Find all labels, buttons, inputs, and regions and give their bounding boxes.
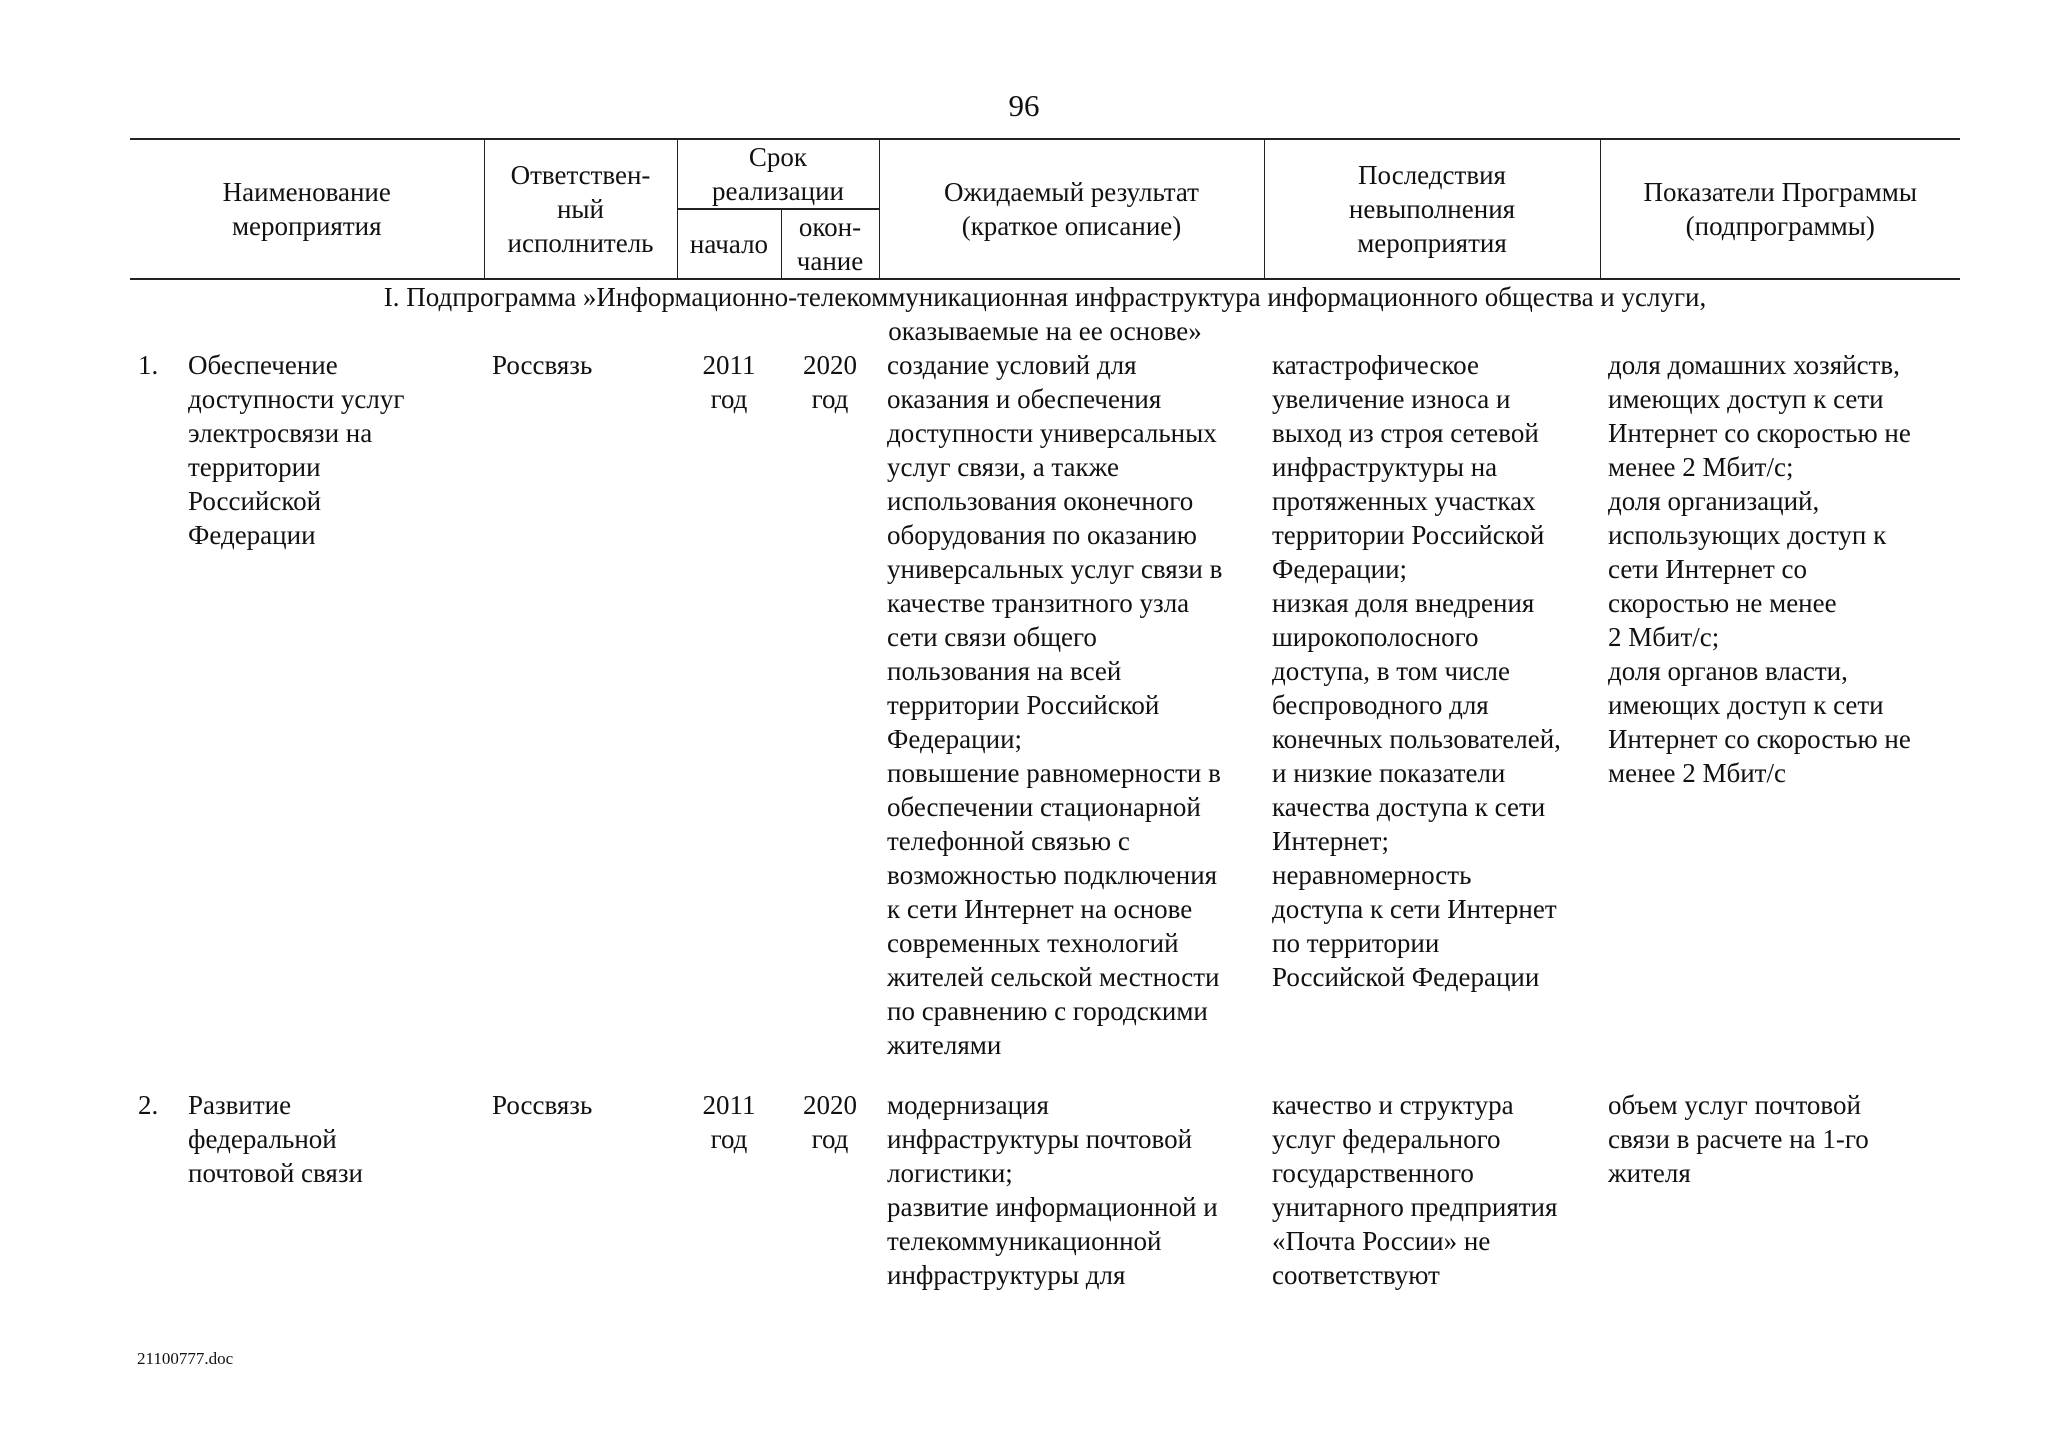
header-consequences-l1: Последствия xyxy=(1358,160,1506,190)
text-line: Обеспечение xyxy=(188,350,338,380)
text-line: федеральной xyxy=(188,1124,337,1154)
text-line: связи в расчете на 1-го xyxy=(1608,1124,1869,1154)
cell-name xyxy=(130,348,484,1088)
text-line: телефонной связью с xyxy=(887,826,1130,856)
text-line: Развитие xyxy=(188,1090,292,1120)
text-line: неравномерность xyxy=(1272,860,1472,890)
text-line: конечных пользователей, xyxy=(1272,724,1561,754)
text-line: Федерации; xyxy=(1272,554,1408,584)
header-executor-l1: Ответствен- xyxy=(510,160,651,190)
text-line: год xyxy=(811,384,849,414)
text-line: Интернет со скоростью не xyxy=(1608,724,1911,754)
text-line: доступа к сети Интернет xyxy=(1272,894,1557,924)
text-line: 2020 xyxy=(803,350,857,380)
cell-end xyxy=(781,1088,879,1292)
header-term-l1: Срок xyxy=(748,142,808,172)
text-line: год xyxy=(710,1124,748,1154)
text-line: современных технологий xyxy=(887,928,1179,958)
table-row xyxy=(130,1088,1960,1292)
text-line: оказания и обеспечения xyxy=(887,384,1162,414)
text-line: протяженных участках xyxy=(1272,486,1536,516)
text-line: обеспечении стационарной xyxy=(887,792,1201,822)
text-line: универсальных услуг связи в xyxy=(887,554,1223,584)
text-line: менее 2 Мбит/с xyxy=(1608,758,1786,788)
cell-start xyxy=(677,348,781,1088)
header-end-l1: окон- xyxy=(798,212,862,242)
section-title xyxy=(130,279,1960,348)
cell-indicators xyxy=(1600,1088,1960,1292)
cell-result xyxy=(879,1088,1264,1292)
text-line: 2020 xyxy=(803,1090,857,1120)
text-line: имеющих доступ к сети xyxy=(1608,690,1884,720)
header-executor-l3: исполнитель xyxy=(507,228,654,258)
text-line: Российской xyxy=(188,486,322,516)
text-line: инфраструктуры почтовой xyxy=(887,1124,1193,1154)
text-line: скоростью не менее xyxy=(1608,588,1837,618)
text-line: оборудования по оказанию xyxy=(887,520,1197,550)
text-line: Интернет; xyxy=(1272,826,1389,856)
text-line: государственного xyxy=(1272,1158,1474,1188)
table-row xyxy=(130,348,1960,1088)
text-line: сети Интернет со xyxy=(1608,554,1807,584)
text-line: увеличение износа и xyxy=(1272,384,1511,414)
section-title-l1: I. Подпрограмма »Информационно-телекоммуникационная инфраструктура информационного общества и услуги, xyxy=(383,282,1707,312)
text-line: Федерации; xyxy=(887,724,1023,754)
cell-consequences xyxy=(1264,1088,1600,1292)
header-end-l2: чание xyxy=(796,246,864,276)
text-line: качество и структура xyxy=(1272,1090,1514,1120)
text-line: «Почта России» не xyxy=(1272,1226,1491,1256)
header-indicators xyxy=(1600,139,1960,279)
text-line: год xyxy=(710,384,748,414)
header-indicators-l2: (подпрограммы) xyxy=(1685,211,1875,241)
header-term xyxy=(677,139,879,209)
text-line: телекоммуникационной xyxy=(887,1226,1162,1256)
header-consequences-l3: мероприятия xyxy=(1357,228,1507,258)
text-line: объем услуг почтовой xyxy=(1608,1090,1861,1120)
row-name-text xyxy=(188,1088,363,1190)
text-line: унитарного предприятия xyxy=(1272,1192,1558,1222)
text-line: по сравнению с городскими xyxy=(887,996,1208,1026)
text-line: услуг федерального xyxy=(1272,1124,1501,1154)
text-line: территории Российской xyxy=(1272,520,1545,550)
header-consequences-l2: невыполнения xyxy=(1348,194,1516,224)
text-line: повышение равномерности в xyxy=(887,758,1221,788)
text-line: доля организаций, xyxy=(1608,486,1820,516)
header-result-l1: Ожидаемый результат xyxy=(944,177,1199,207)
text-line: менее 2 Мбит/с; xyxy=(1608,452,1794,482)
text-line: жителями xyxy=(887,1030,1002,1060)
text-line: Российской Федерации xyxy=(1272,962,1540,992)
row-name-text xyxy=(188,348,404,552)
text-line: качестве транзитного узла xyxy=(887,588,1190,618)
text-line: доступности услуг xyxy=(188,384,405,414)
text-line: Федерации xyxy=(188,520,316,550)
text-line: электросвязи на xyxy=(188,418,373,448)
text-line: доступности универсальных xyxy=(887,418,1217,448)
text-line: жителей сельской местности xyxy=(887,962,1220,992)
text-line: инфраструктуры для xyxy=(887,1260,1126,1290)
cell-executor: Россвязь xyxy=(492,350,593,380)
text-line: 2011 xyxy=(702,1090,756,1120)
text-line: качества доступа к сети xyxy=(1272,792,1546,822)
text-line: катастрофическое xyxy=(1272,350,1479,380)
text-line: доступа, в том числе xyxy=(1272,656,1511,686)
text-line: сети связи общего xyxy=(887,622,1097,652)
text-line: создание условий для xyxy=(887,350,1137,380)
text-line: услуг связи, а также xyxy=(887,452,1119,482)
text-line: год xyxy=(811,1124,849,1154)
header-result xyxy=(879,139,1264,279)
text-line: территории xyxy=(188,452,321,482)
text-line: по территории xyxy=(1272,928,1440,958)
text-line: Интернет со скоростью не xyxy=(1608,418,1911,448)
text-line: беспроводного для xyxy=(1272,690,1489,720)
header-name-l1: Наименование xyxy=(222,177,391,207)
cell-name xyxy=(130,1088,484,1292)
measures-table xyxy=(130,138,1960,1292)
header-consequences xyxy=(1264,139,1600,279)
text-line: 2011 xyxy=(702,350,756,380)
text-line: и низкие показатели xyxy=(1272,758,1506,788)
text-line: имеющих доступ к сети xyxy=(1608,384,1884,414)
text-line: возможностью подключения xyxy=(887,860,1218,890)
row-number: 2. xyxy=(138,1090,159,1120)
text-line: использования оконечного xyxy=(887,486,1194,516)
text-line: низкая доля внедрения xyxy=(1272,588,1535,618)
header-executor xyxy=(484,139,677,279)
page-number: 96 xyxy=(1008,88,1040,123)
text-line: широкополосного xyxy=(1272,622,1479,652)
footer-document-code: 21100777.doc xyxy=(137,1349,234,1368)
cell-end xyxy=(781,348,879,1088)
text-line: доля домашних хозяйств, xyxy=(1608,350,1900,380)
header-name-l2: мероприятия xyxy=(231,211,382,241)
header-executor-l2: ный xyxy=(556,194,605,224)
text-line: соответствуют xyxy=(1272,1260,1440,1290)
text-line: логистики; xyxy=(887,1158,1013,1188)
cell-indicators xyxy=(1600,348,1960,1088)
text-line: почтовой связи xyxy=(188,1158,363,1188)
cell-result xyxy=(879,348,1264,1088)
header-term-l2: реализации xyxy=(712,176,844,206)
header-indicators-l1: Показатели Программы xyxy=(1643,177,1917,207)
header-end xyxy=(781,209,879,279)
section-row xyxy=(130,279,1960,348)
text-line: модернизация xyxy=(887,1090,1049,1120)
header-result-l2: (краткое описание) xyxy=(961,211,1182,241)
text-line: инфраструктуры на xyxy=(1272,452,1498,482)
cell-start xyxy=(677,1088,781,1292)
text-line: к сети Интернет на основе xyxy=(887,894,1193,924)
header-start: начало xyxy=(677,209,781,279)
text-line: выход из строя сетевой xyxy=(1272,418,1539,448)
text-line: 2 Мбит/с; xyxy=(1608,622,1720,652)
text-line: доля органов власти, xyxy=(1608,656,1848,686)
text-line: территории Российской xyxy=(887,690,1160,720)
cell-executor: Россвязь xyxy=(492,1090,593,1120)
header-name xyxy=(130,139,484,279)
text-line: жителя xyxy=(1608,1158,1691,1188)
text-line: использующих доступ к xyxy=(1608,520,1887,550)
text-line: развитие информационной и xyxy=(887,1192,1218,1222)
section-title-l2: оказываемые на ее основе» xyxy=(888,316,1202,346)
cell-consequences xyxy=(1264,348,1600,1088)
text-line: пользования на всей xyxy=(887,656,1122,686)
row-number: 1. xyxy=(138,350,159,380)
